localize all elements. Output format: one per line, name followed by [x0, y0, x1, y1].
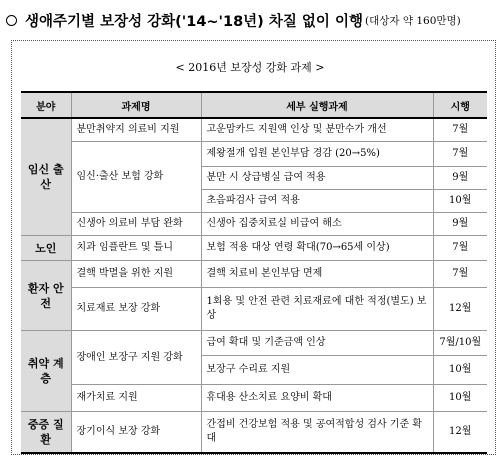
date-cell: 10월 [433, 385, 487, 412]
date-cell: 10월 [433, 190, 487, 213]
project-cell: 분만취약지 의료비 지원 [71, 118, 201, 142]
task-cell: 급여 확대 및 기준금액 인상 [201, 331, 433, 356]
task-cell: 간접비 건강보험 적용 및 공여적합성 검사 기준 확대 [201, 412, 433, 454]
task-cell: 신생아 집중치료실 비급여 해소 [201, 213, 433, 236]
area-cell: 임신 출산 [21, 118, 71, 236]
task-cell: 보장구 수리료 지원 [201, 356, 433, 385]
project-cell: 치료재료 보장 강화 [71, 288, 201, 331]
project-cell: 결핵 박멸을 위한 지원 [71, 261, 201, 288]
project-cell: 장기이식 보장 강화 [71, 412, 201, 454]
table-row [21, 288, 487, 331]
date-cell: 7월 [433, 236, 487, 261]
table-row [21, 412, 487, 454]
task-cell: 제왕절개 입원 본인부담 경감 (20→5%) [201, 142, 433, 167]
heading-note: (대상자 약 160만명) [365, 14, 461, 27]
heading [6, 8, 498, 32]
date-cell: 7월 [433, 261, 487, 288]
date-cell: 12월 [433, 288, 487, 331]
project-cell: 치과 임플란트 및 틀니 [71, 236, 201, 261]
task-cell: 보험 적용 대상 연령 확대(70→65세 이상) [201, 236, 433, 261]
header-project: 과제명 [71, 92, 201, 118]
date-cell: 12월 [433, 412, 487, 454]
table-header-row [21, 92, 487, 118]
area-cell: 중증 질환 [21, 412, 71, 454]
task-cell: 분만 시 상급병실 급여 적용 [201, 167, 433, 190]
area-cell: 취약 계층 [21, 331, 71, 412]
area-cell: 환자 안전 [21, 261, 71, 331]
table-row [21, 118, 487, 142]
table-subtitle: < 2016년 보장성 강화 과제 > [175, 61, 325, 74]
circle-bullet-icon [6, 15, 17, 26]
area-cell: 노인 [21, 236, 71, 261]
header-area: 분야 [21, 92, 71, 118]
date-cell: 7월 [433, 142, 487, 167]
date-cell: 10월 [433, 356, 487, 385]
date-cell: 7월 [433, 118, 487, 142]
table-row [21, 261, 487, 288]
project-cell: 신생아 의료비 부담 완화 [71, 213, 201, 236]
table-row [21, 385, 487, 412]
date-cell: 7월/10월 [433, 331, 487, 356]
date-cell: 9월 [433, 167, 487, 190]
task-table [21, 91, 487, 454]
project-cell: 임신·출산 보험 강화 [71, 142, 201, 213]
task-cell: 초음파검사 급여 적용 [201, 190, 433, 213]
heading-title: 생애주기별 보장성 강화('14~'18년) 차질 없이 이행 [25, 13, 363, 30]
table-row [21, 142, 487, 167]
task-cell: 휴대용 산소치료 요양비 확대 [201, 385, 433, 412]
table-row [21, 331, 487, 356]
task-cell: 1회용 및 안전 관련 치료재료에 대한 적정(별도) 보상 [201, 288, 433, 331]
table-row [21, 213, 487, 236]
task-cell: 결핵 치료비 본인부담 면제 [201, 261, 433, 288]
project-cell: 재가치료 지원 [71, 385, 201, 412]
table-row [21, 236, 487, 261]
header-task: 세부 실행과제 [201, 92, 433, 118]
date-cell: 9월 [433, 213, 487, 236]
project-cell: 장애인 보장구 지원 강화 [71, 331, 201, 385]
header-date: 시행 [433, 92, 487, 118]
task-cell: 고운맘카드 지원액 인상 및 분만수가 개선 [201, 118, 433, 142]
